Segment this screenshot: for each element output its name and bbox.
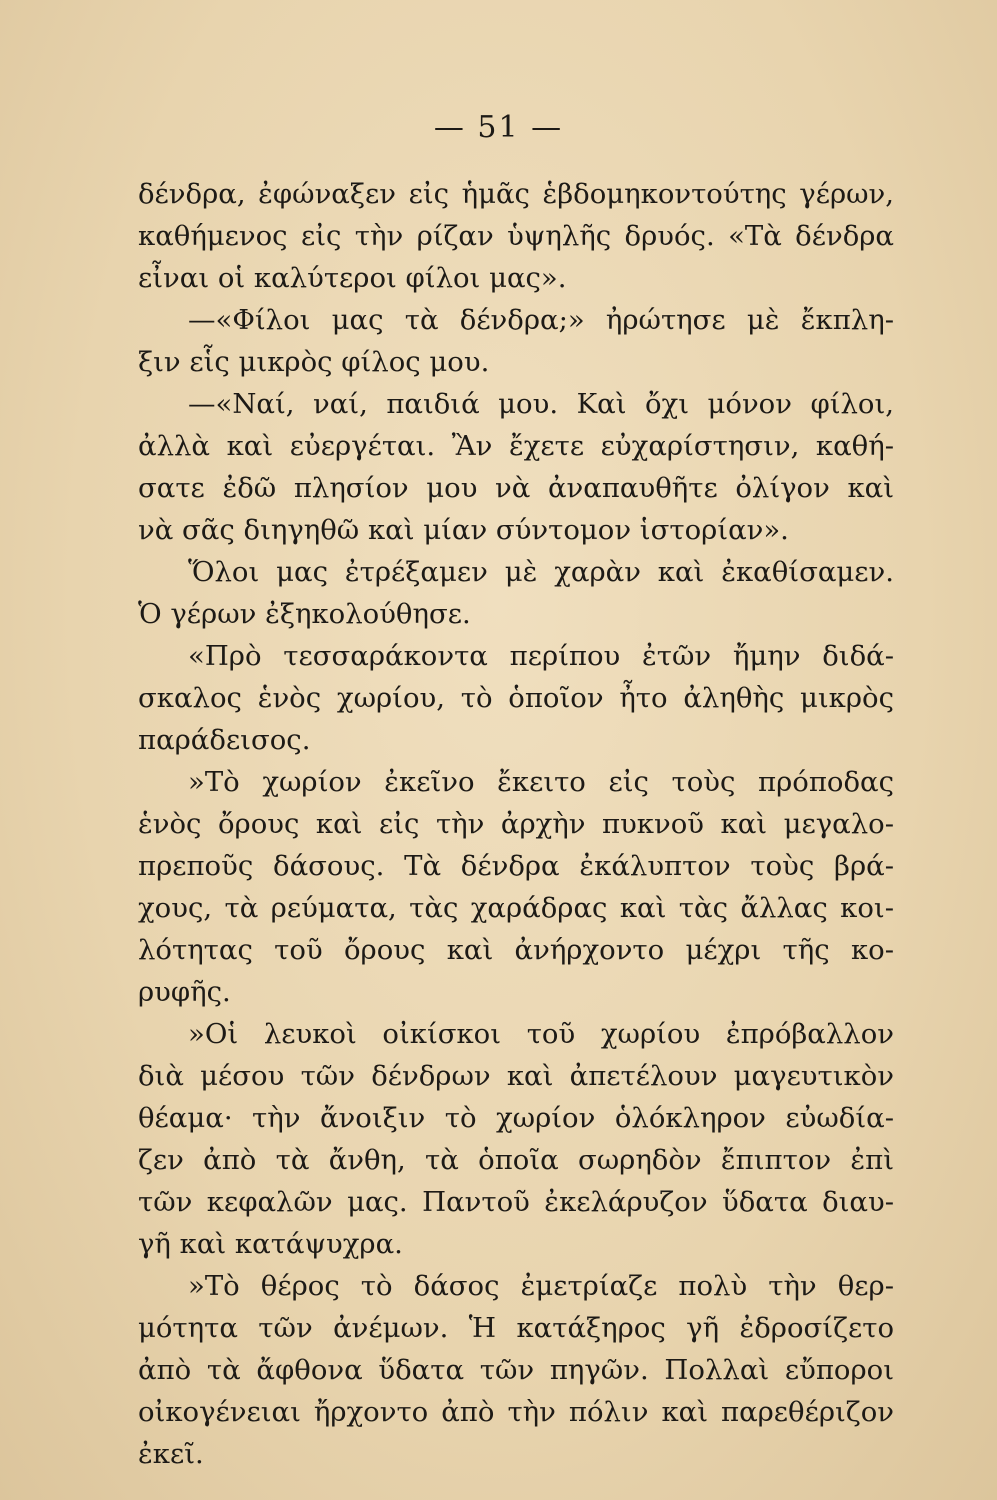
- text-line: »Τὸ θέρος τὸ δάσος ἐμετρίαζε πολὺ τὴν θερ-: [188, 1270, 894, 1302]
- text-line: σατε ἐδῶ πλησίον μου νὰ ἀναπαυθῆτε ὀλίγον καὶ: [138, 472, 894, 504]
- text-line: ρυφῆς.: [138, 976, 231, 1008]
- text-line: ἑνὸς ὄρους καὶ εἰς τὴν ἀρχὴν πυκνοῦ καὶ μεγαλο-: [138, 808, 894, 840]
- text-line: οἰκογένειαι ἤρχοντο ἀπὸ τὴν πόλιν καὶ παρεθέριζον: [138, 1396, 894, 1428]
- page-number: — 51 —: [433, 110, 564, 145]
- text-line: ἐκεῖ.: [138, 1438, 204, 1470]
- text-line: σκαλος ἑνὸς χωρίου, τὸ ὁποῖον ἦτο ἀληθὴς μικρὸς: [138, 682, 894, 714]
- text-line: Ὁ γέρων ἐξηκολούθησε.: [138, 598, 471, 630]
- text-line: χους, τὰ ρεύματα, τὰς χαράδρας καὶ τὰς ἄλλας κοι-: [138, 892, 894, 924]
- text-line: »Οἱ λευκοὶ οἰκίσκοι τοῦ χωρίου ἐπρόβαλλον: [188, 1018, 894, 1050]
- text-line: θέαμα· τὴν ἄνοιξιν τὸ χωρίον ὁλόκληρον εὐωδία-: [138, 1102, 894, 1134]
- text-line: νὰ σᾶς διηγηθῶ καὶ μίαν σύντομον ἱστορίαν».: [138, 514, 789, 546]
- text-line: διὰ μέσου τῶν δένδρων καὶ ἀπετέλουν μαγευτικὸν: [138, 1060, 894, 1092]
- text-line: —«Φίλοι μας τὰ δένδρα;» ἠρώτησε μὲ ἔκπλη-: [188, 304, 894, 336]
- text-line: Ὅλοι μας ἐτρέξαμεν μὲ χαρὰν καὶ ἐκαθίσαμεν.: [188, 556, 894, 588]
- text-line: λότητας τοῦ ὄρους καὶ ἀνήρχοντο μέχρι τῆς κο-: [138, 934, 894, 966]
- text-line: παράδεισος.: [138, 724, 311, 756]
- text-line: ξιν εἷς μικρὸς φίλος μου.: [138, 346, 490, 378]
- text-line: καθήμενος εἰς τὴν ρίζαν ὑψηλῆς δρυός. «Τὰ δένδρα: [138, 220, 894, 252]
- text-line: τῶν κεφαλῶν μας. Παντοῦ ἐκελάρυζον ὕδατα διαυ-: [138, 1186, 894, 1218]
- text-line: —«Ναί, ναί, παιδιά μου. Καὶ ὄχι μόνον φίλοι,: [188, 388, 894, 420]
- text-line: ζεν ἀπὸ τὰ ἄνθη, τὰ ὁποῖα σωρηδὸν ἔπιπτον ἐπὶ: [138, 1144, 894, 1176]
- text-line: γῆ καὶ κατάψυχρα.: [138, 1228, 403, 1260]
- text-line: »Τὸ χωρίον ἐκεῖνο ἔκειτο εἰς τοὺς πρόποδας: [188, 766, 894, 798]
- text-line: ἀπὸ τὰ ἄφθονα ὕδατα τῶν πηγῶν. Πολλαὶ εὔποροι: [138, 1354, 894, 1386]
- text-line: «Πρὸ τεσσαράκοντα περίπου ἐτῶν ἤμην διδά-: [188, 640, 894, 672]
- text-line: εἶναι οἱ καλύτεροι φίλοι μας».: [138, 262, 567, 294]
- text-line: μότητα τῶν ἀνέμων. Ἡ κατάξηρος γῆ ἐδροσίζετο: [138, 1312, 894, 1344]
- text-line: ἀλλὰ καὶ εὐεργέται. Ἂν ἔχετε εὐχαρίστησιν, καθή-: [138, 430, 894, 462]
- text-line: δένδρα, ἐφώναξεν εἰς ἡμᾶς ἑβδομηκοντούτης γέρων,: [138, 178, 894, 210]
- text-line: πρεποῦς δάσους. Τὰ δένδρα ἐκάλυπτον τοὺς βρά-: [138, 850, 894, 882]
